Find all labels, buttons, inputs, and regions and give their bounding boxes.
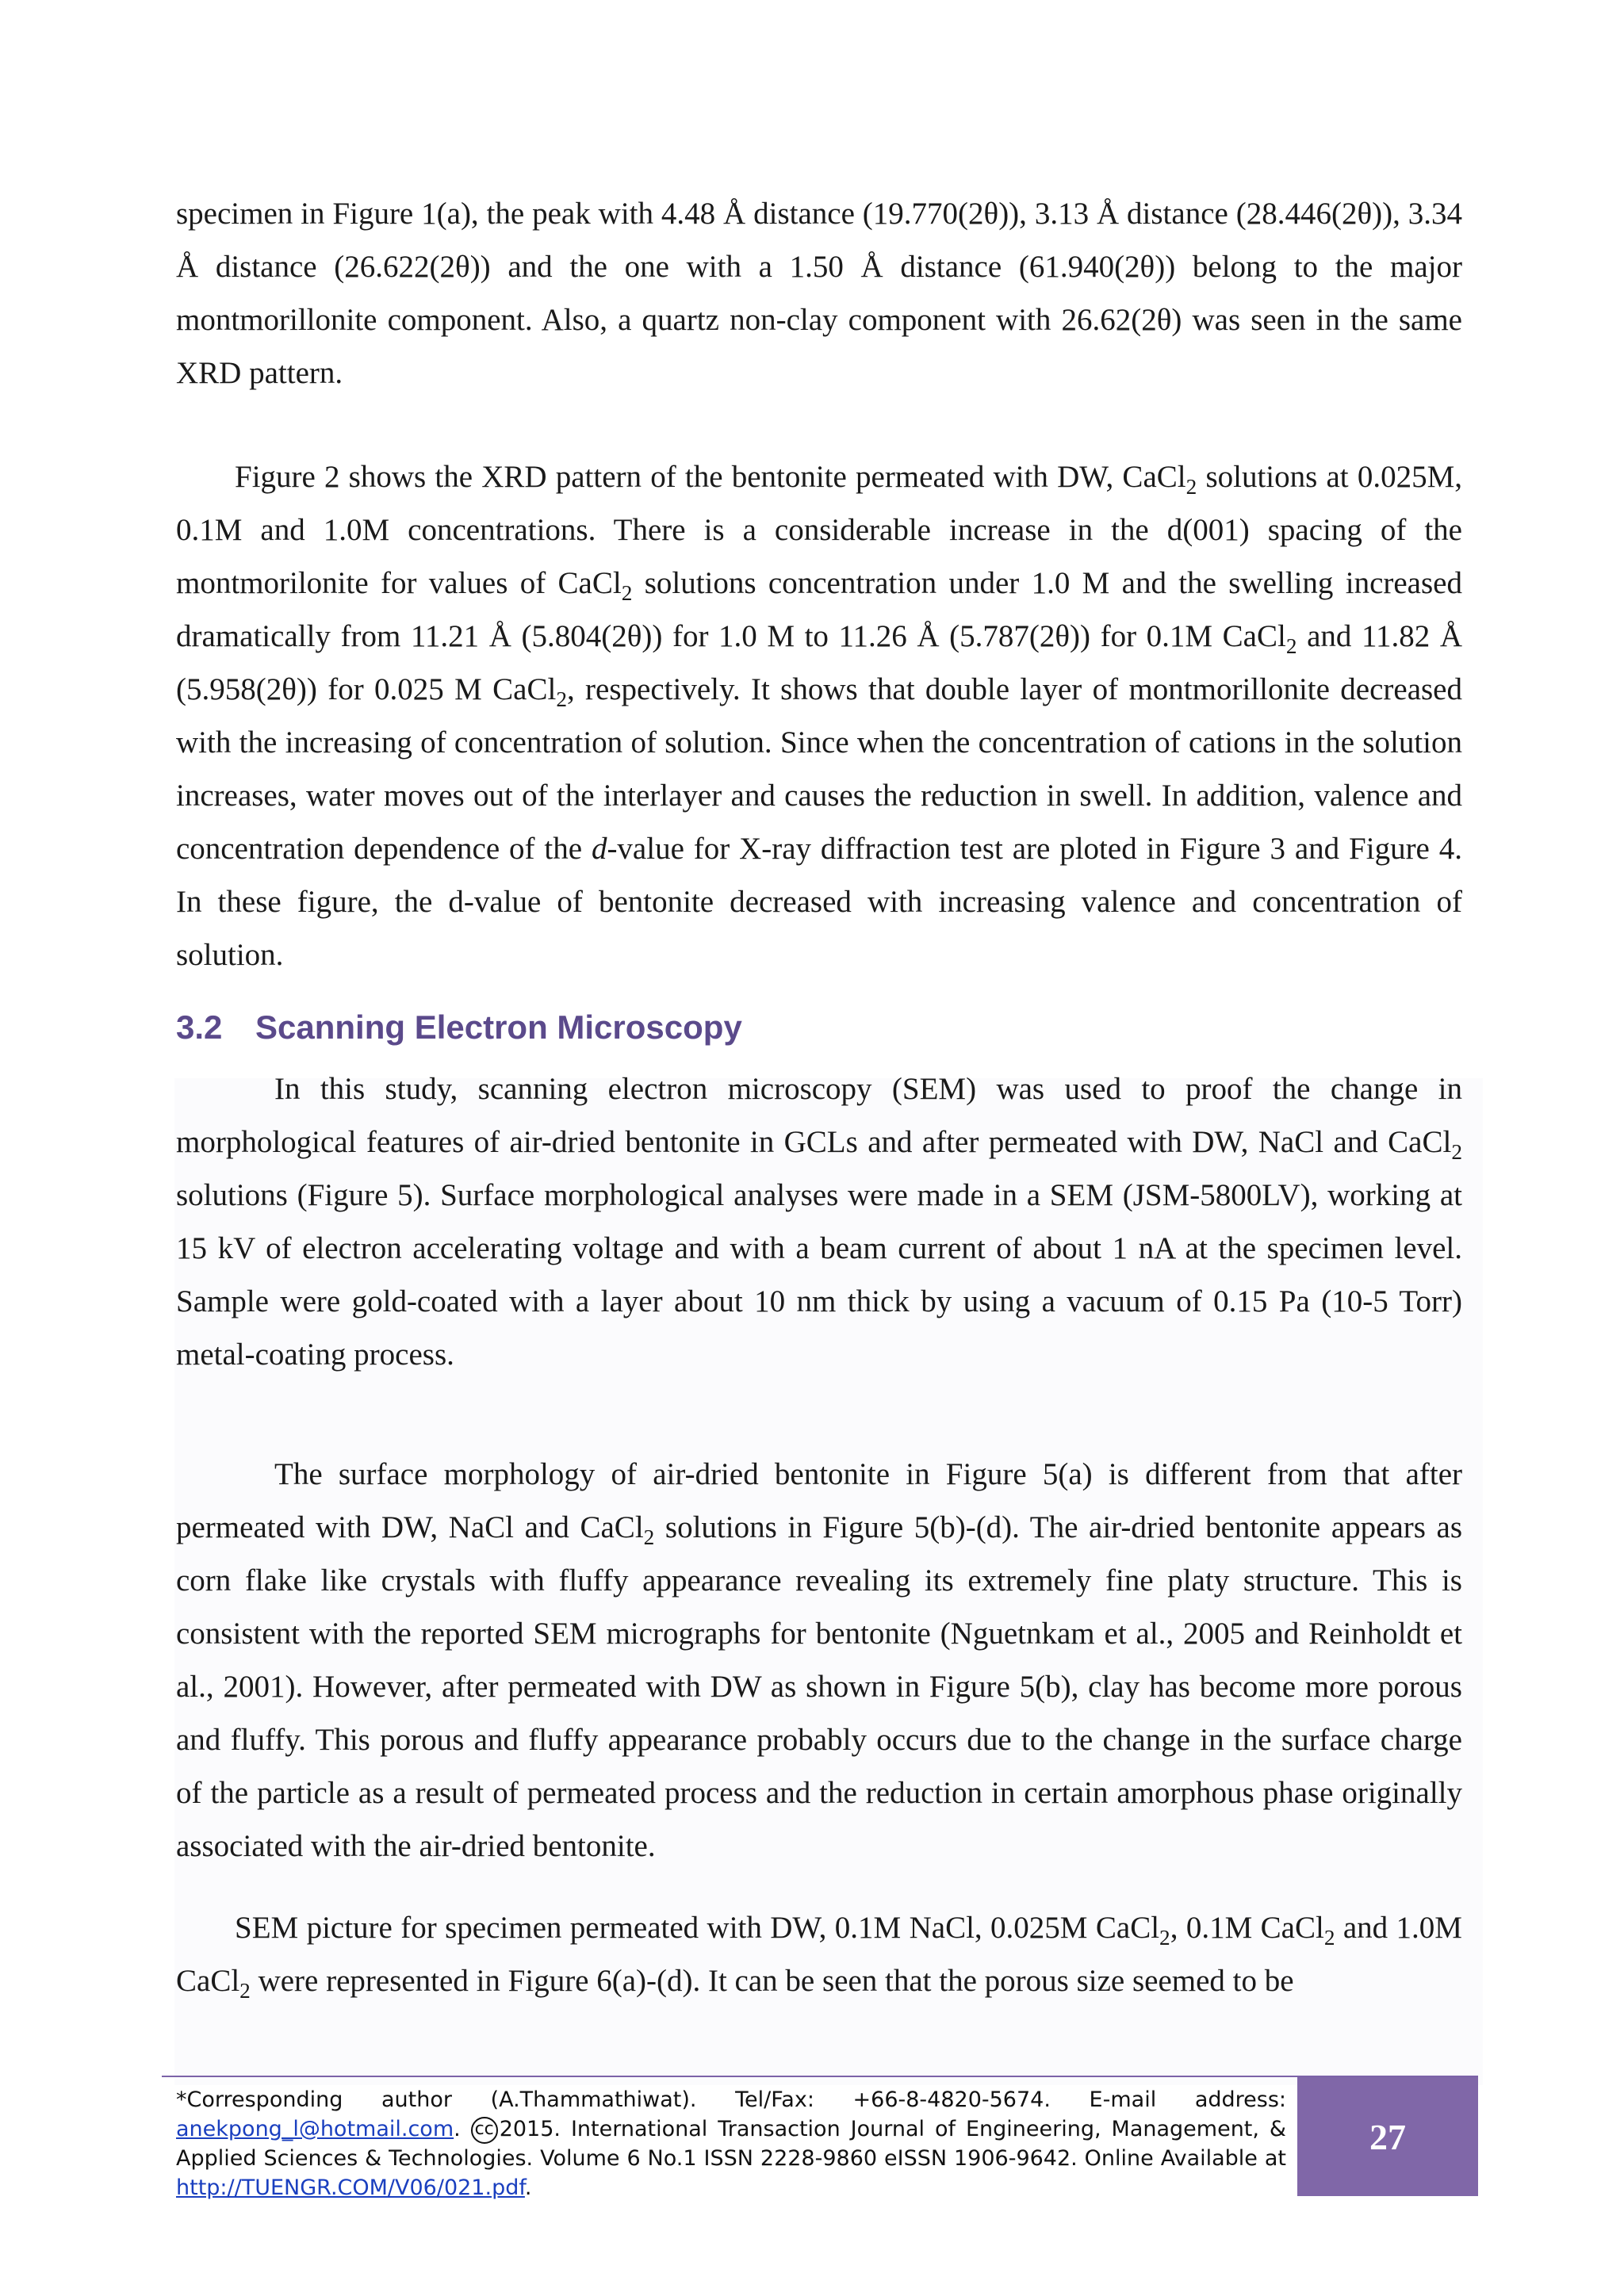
text-run: solutions at 0.025M, 0.1M and 1.0M concentrations. There is a considerable increase in the d(001) spacing of the montmorilonite for values of CaCl [176,460,1462,600]
text-run: solutions concentration under 1.0 M and the swelling increased dramatically from 11.21 Å (5.804(2θ)) for 1.0 M to 11.26 Å (5.787(2θ)) for 0.1M CaCl [176,566,1462,653]
italic-d: d [591,832,607,866]
section-title: Scanning Electron Microscopy [255,1008,742,1046]
footnote [176,2085,1286,2202]
paragraph-figure-2 [176,450,1462,982]
footnote-author: *Corresponding author (A.Thammathiwat). Tel/Fax: +66-8-4820-5674. E-mail address: [176,2087,1286,2112]
text-run: , 0.1M CaCl [1170,1911,1324,1945]
text-run: and 11.82 Å (5.958(2θ)) for 0.025 M CaCl [176,619,1462,706]
paragraph-sem-picture [176,1901,1462,2007]
subscript: 2 [643,1525,655,1549]
footnote-separator: . [454,2117,471,2141]
creative-commons-icon: cc [471,2117,498,2144]
subscript: 2 [621,580,633,605]
text-run: SEM picture for specimen permeated with DW, 0.1M NaCl, 0.025M CaCl [235,1911,1160,1945]
footnote-journal: 2015. International Transaction Journal of Engineering, Management, & Applied Sciences & Technologies. Volume 6 No.1 ISSN 2228-9860 eISSN 1906-9642. Online Available at [176,2117,1286,2171]
pdf-link[interactable]: http://TUENGR.COM/V06/021.pdf [176,2175,525,2200]
text-run: In this study, scanning electron microscopy (SEM) was used to proof the change in morphological features of air-dried bentonite in GCLs and after permeated with DW, NaCl and CaCl [176,1072,1462,1159]
text-run: The surface morphology of air-dried bentonite in Figure 5(a) is different from that after permeated with DW, NaCl and CaCl [176,1457,1462,1544]
page-number: 27 [1369,2116,1406,2157]
subscript: 2 [1159,1925,1170,1950]
subscript: 2 [239,1978,251,2003]
subscript: 2 [556,687,567,711]
subscript: 2 [1285,633,1297,658]
text-run: solutions in Figure 5(b)-(d). The air-dried bentonite appears as corn flake like crystals with fluffy appearance revealing its extremely fine platy structure. This is consistent with the reported SEM micrographs for bentonite (Nguetnkam et al., 2005 and Reinholdt et al., 2001). However, after permeated with DW as shown in Figure 5(b), clay has become more porous and fluffy. This porous and fluffy appearance probably occurs due to the change in the surface charge of the particle as a result of permeated process and the reduction in certain amorphous phase originally associated with the air-dried bentonite. [176,1510,1462,1863]
text-run: Figure 2 shows the XRD pattern of the bentonite permeated with DW, CaCl [235,460,1186,494]
paragraph-surface-morphology [176,1448,1462,1873]
text-run: solutions (Figure 5). Surface morphological analyses were made in a SEM (JSM-5800LV), working at 15 kV of electron accelerating voltage and with a beam current of about 1 nA at the specimen level. Sample were gold-coated with a layer about 10 nm thick by using a vacuum of 0.15 Pa (10-5 Torr) metal-coating process. [176,1178,1462,1372]
footnote-end: . [524,2175,532,2200]
page-number-box [1297,2077,1478,2196]
text-run: -value for X-ray diffraction test are ploted in Figure 3 and Figure 4. In these figure, the d-value of bentonite decreased with increasing valence and concentration of solution. [176,832,1462,972]
text-run: and 1.0M CaCl [176,1911,1462,1998]
section-heading [176,1004,1462,1051]
section-number: 3.2 [176,1008,223,1046]
text-run: , respectively. It shows that double layer of montmorillonite decreased with the increasing of concentration of solution. Since when the concentration of cations in the solution increases, water moves out of the interlayer and causes the reduction in swell. In addition, valence and concentration dependence of the [176,672,1462,866]
email-link[interactable]: anekpong_l@hotmail.com [176,2117,454,2141]
page-footer [162,2076,1478,2200]
paragraph-xrd-peaks: specimen in Figure 1(a), the peak with 4.48 Å distance (19.770(2θ)), 3.13 Å distance (28.446(2θ)), 3.34 Å distance (26.622(2θ)) and the one with a 1.50 Å distance (61.940(2θ)) belong to the major montmorillonite component. Also, a quartz non-clay component with 26.62(2θ) was seen in the same XRD pattern. [176,197,1462,390]
subscript: 2 [1185,474,1197,499]
subscript: 2 [1323,1925,1335,1950]
subscript: 2 [1451,1139,1462,1164]
text-run: were represented in Figure 6(a)-(d). It can be seen that the porous size seemed to be [250,1964,1294,1998]
paragraph-sem-method [176,1062,1462,1381]
page-body [176,187,1462,2007]
